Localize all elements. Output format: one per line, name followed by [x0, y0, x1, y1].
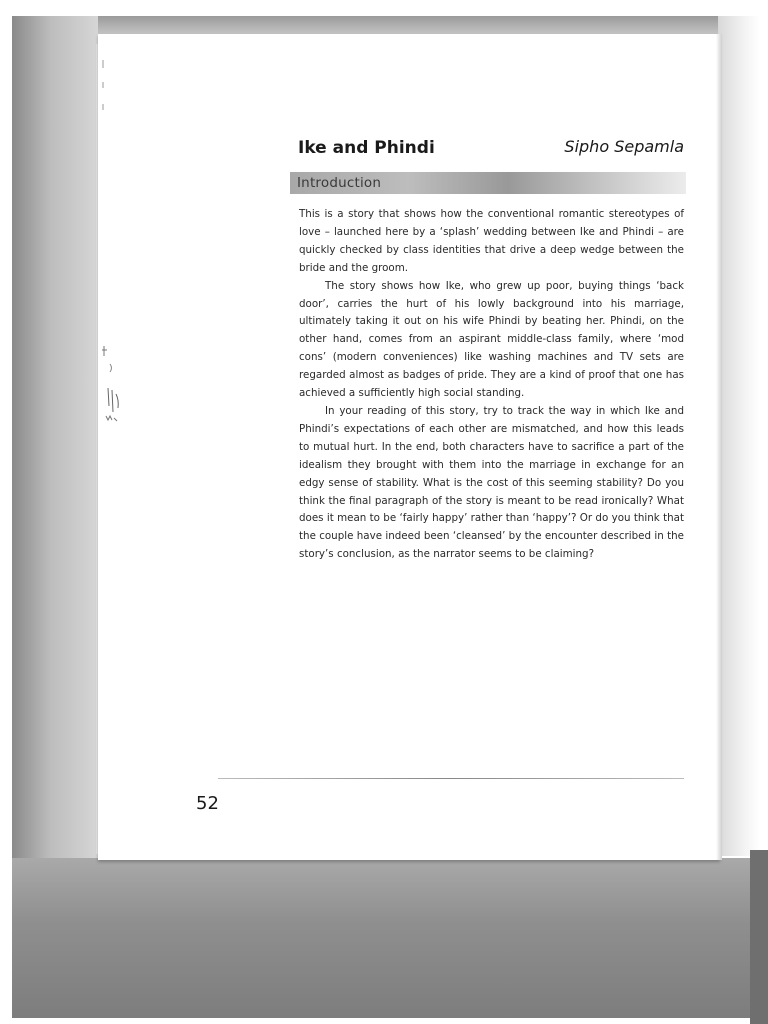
page-number: 52 [196, 793, 219, 814]
author-name: Sipho Sepamla [564, 137, 684, 156]
scanner-bed-strip [750, 850, 768, 1024]
section-heading: Introduction [297, 175, 382, 191]
scanner-shadow-top [20, 16, 760, 36]
footer-rule [218, 778, 684, 779]
scanner-shadow-bottom [12, 858, 754, 1018]
introduction-text [299, 206, 684, 564]
handwritten-margin-notes [100, 342, 124, 438]
paragraph-1: This is a story that shows how the conventional romantic stereotypes of love – launched here by a ‘splash’ wedding between Ike and Phindi – are quickly checked by class identities that drive a deep wedge between the bride and the groom. [299, 208, 684, 274]
story-title: Ike and Phindi [298, 138, 435, 158]
paragraph-3: In your reading of this story, try to track the way in which Ike and Phindi’s expectations of each other are mismatched, and how this leads to mutual hurt. In the end, both characters have to sacrifice a part of the idealism they brought with them into the marriage in exchange for an edgy sense of stability. What is the cost of this seeming stability? Do you think the final paragraph of the story is meant to be read ironically? What does it mean to be ‘fairly happy’ rather than ‘happy’? Or do you think that the couple have indeed been ‘cleansed’ by the encounter described in the story’s conclusion, as the narrator seems to be claiming? [299, 404, 684, 561]
scanner-shadow-right [718, 16, 760, 856]
page-right-edge [716, 34, 722, 860]
binding-ticks [102, 60, 104, 120]
paragraph-2: The story shows how Ike, who grew up poor, buying things ‘back door’, carries the hurt of his lowly background into his marriage, ultimately taking it out on his wife Phindi by beating her. Phindi, on the other hand, comes from an aspirant middle-class family, where ‘mod cons’ (modern conveniences) like washing machines and TV sets are regarded almost as badges of pride. They are a kind of proof that one has achieved a sufficiently high social standing. [299, 279, 684, 400]
